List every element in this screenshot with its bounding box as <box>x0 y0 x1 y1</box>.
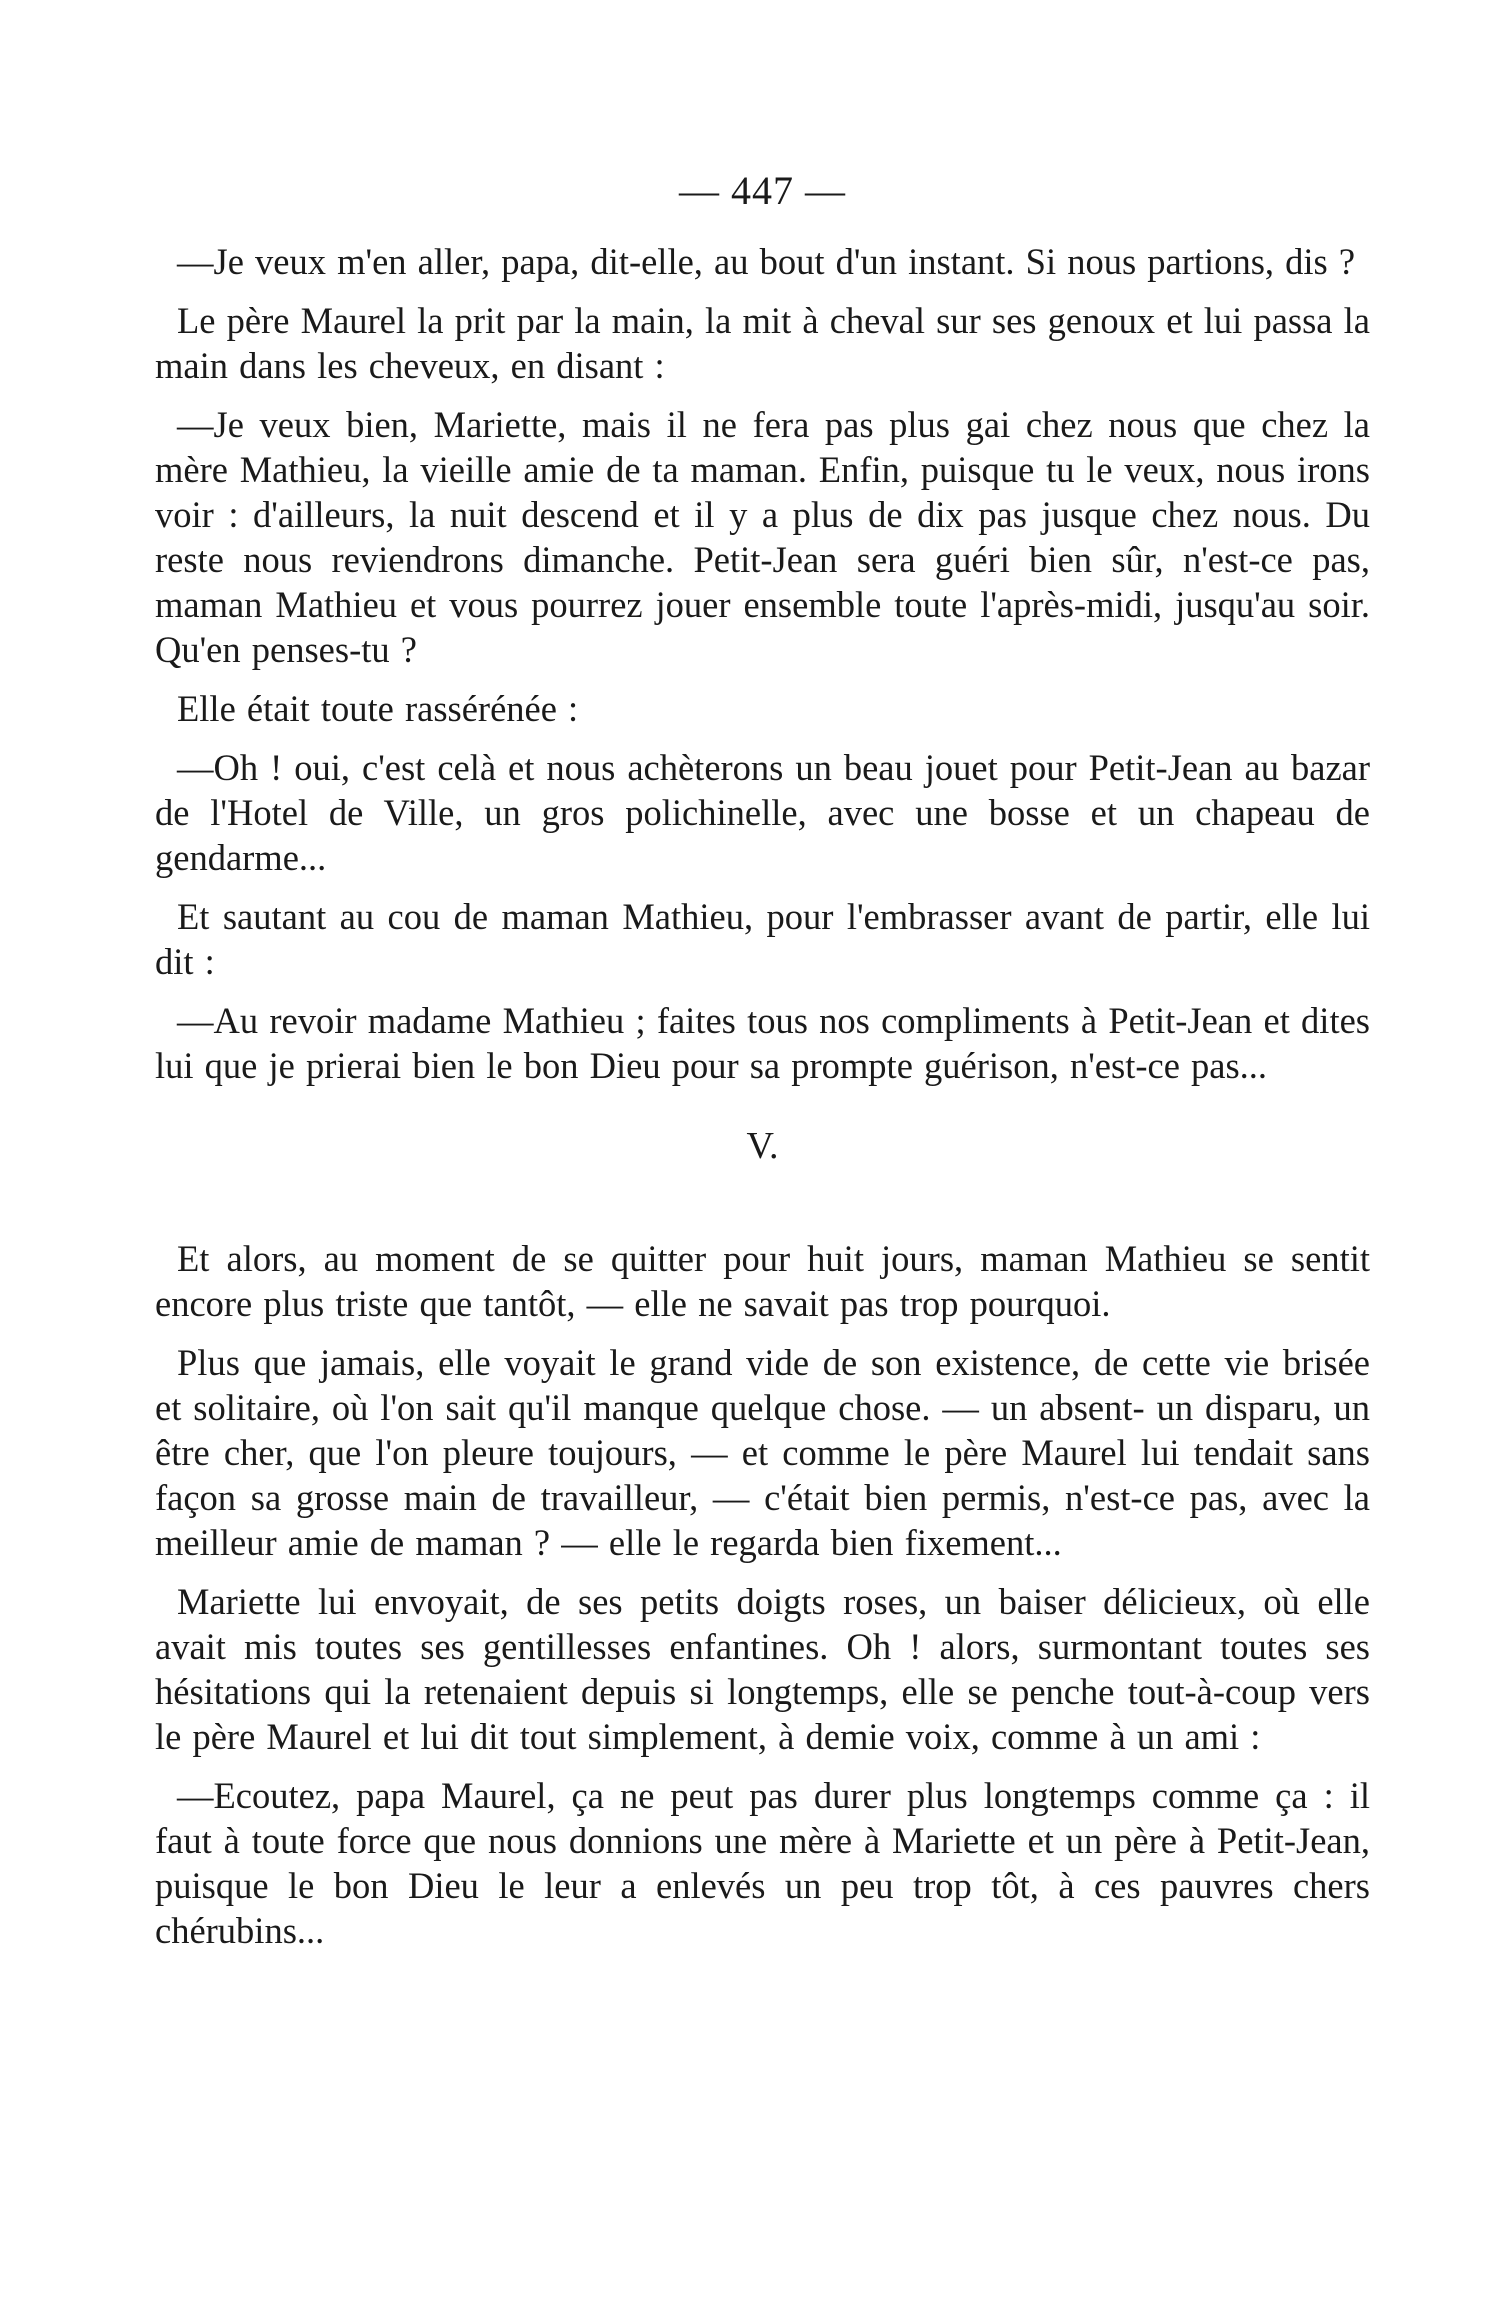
paragraph: Et alors, au moment de se quitter pour huit jours, maman Mathieu se sentit encore plus triste que tantôt, — elle ne savait pas trop pourquoi. <box>155 1238 1370 1324</box>
paragraph: —Oh ! oui, c'est celà et nous achèterons un beau jouet pour Petit-Jean au bazar de l'Hotel de Ville, un gros polichinelle, avec une bosse et un chapeau de gendarme... <box>155 747 1370 878</box>
section-heading: V. <box>746 1125 779 1167</box>
text-before-section <box>155 239 1370 1088</box>
paragraph: Mariette lui envoyait, de ses petits doigts roses, un baiser délicieux, où elle avait mis toutes ses gentillesses enfantines. Oh ! alors, surmontant toutes ses hésitations qui la retenaient depuis si longtemps, elle se penche tout-à-coup vers le père Maurel et lui dit tout simplement, à demie voix, comme à un ami : <box>155 1581 1370 1757</box>
paragraph: —Ecoutez, papa Maurel, ça ne peut pas durer plus longtemps comme ça : il faut à toute force que nous donnions une mère à Mariette et un père à Petit-Jean, puisque le bon Dieu le leur a enlevés un peu trop tôt, à ces pauvres chers chérubins... <box>155 1775 1370 1951</box>
paragraph: Le père Maurel la prit par la main, la mit à cheval sur ses genoux et lui passa la main dans les cheveux, en disant : <box>155 300 1370 386</box>
paragraph: —Je veux bien, Mariette, mais il ne fera pas plus gai chez nous que chez la mère Mathieu, la vieille amie de ta maman. Enfin, puisque tu le veux, nous irons voir : d'ailleurs, la nuit descend et il y a plus de dix pas jusque chez nous. Du reste nous reviendrons dimanche. Petit-Jean sera guéri bien sûr, n'est-ce pas, maman Mathieu et vous pourrez jouer ensemble toute l'après-midi, jusqu'au soir. Qu'en penses-tu ? <box>155 404 1370 670</box>
paragraph: —Je veux m'en aller, papa, dit-elle, au bout d'un instant. Si nous partions, dis ? <box>177 241 1356 282</box>
paragraph: Plus que jamais, elle voyait le grand vide de son existence, de cette vie brisée et solitaire, où l'on sait qu'il manque quelque chose. — un absent- un disparu, un être cher, que l'on pleure toujours, — et comme le père Maurel lui tendait sans façon sa grosse main de travailleur, — c'était bien permis, n'est-ce pas, avec la meilleur amie de maman ? — elle le regarda bien fixement... <box>155 1342 1370 1563</box>
paragraph: Et sautant au cou de maman Mathieu, pour l'embrasser avant de partir, elle lui dit : <box>155 896 1370 982</box>
page-number: — 447 — <box>679 168 846 213</box>
text-after-section <box>155 1236 1370 1953</box>
paragraph: Elle était toute rassérénée : <box>177 688 579 729</box>
paragraph: —Au revoir madame Mathieu ; faites tous nos compliments à Petit-Jean et dites lui que je prierai bien le bon Dieu pour sa prompte guérison, n'est-ce pas... <box>155 1000 1370 1086</box>
book-page <box>155 165 1370 1967</box>
